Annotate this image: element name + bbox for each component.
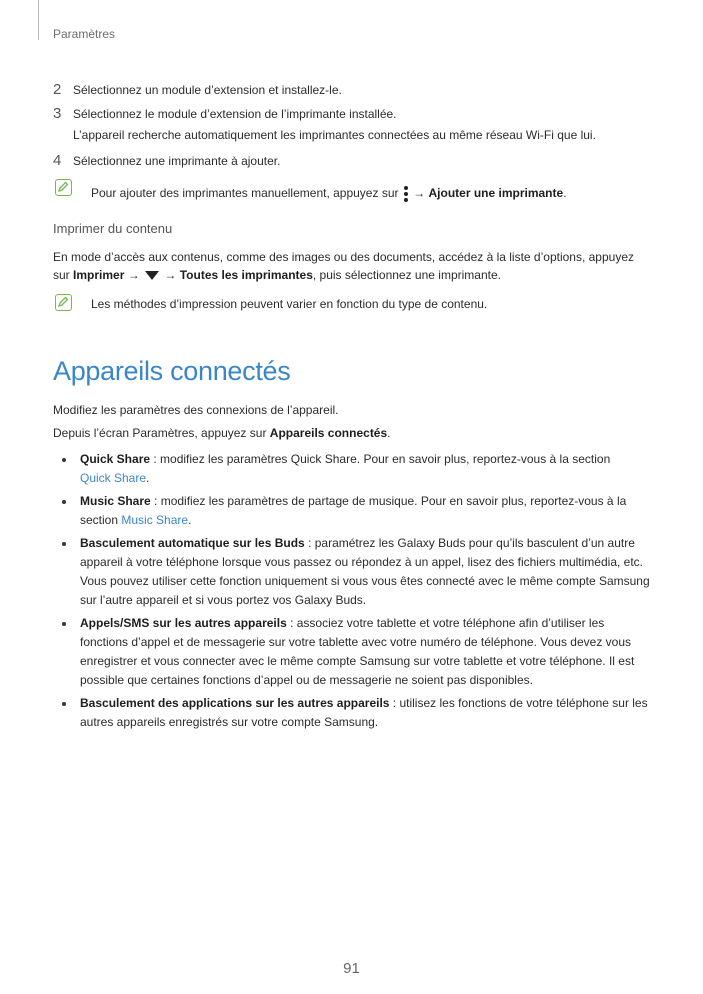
arrow: →: [409, 186, 429, 200]
step-number: 4: [53, 152, 62, 169]
item-text: : associez votre tablette et votre téléphone afin d’utiliser les fonctions d’appel et de messagerie sur votre tablette avec votre numéro de téléphone. Vous devez vous enregistrer et vous connecter avec le même compte Samsung sur votre tablette et votre téléphone. Il est possible que certaines fonctions d’appel ou de messagerie ne soient pas disponibles.: [80, 616, 635, 687]
para-text: Depuis l’écran Paramètres, appuyez sur: [53, 426, 270, 440]
arrow: →: [124, 268, 144, 282]
print-content-paragraph: [53, 248, 653, 284]
dropdown-arrow-icon: [145, 271, 159, 280]
para-text: , puis sélectionnez une imprimante.: [312, 268, 501, 282]
note-icon: [55, 179, 72, 196]
list-item: [53, 694, 653, 732]
bullet: [62, 702, 66, 706]
step-2: [53, 80, 342, 100]
item-end: .: [146, 471, 150, 485]
item-title: Basculement des applications sur les autres appareils: [80, 696, 390, 710]
intro-text: Modifiez les paramètres des connexions de l’appareil.: [53, 403, 339, 417]
note-icon: [55, 294, 72, 311]
step-text: Sélectionnez un module d’extension et installez-le.: [73, 83, 342, 97]
step-text: Sélectionnez le module d’extension de l’imprimante installée.: [73, 107, 397, 121]
list-item: [53, 534, 653, 610]
item-text: : modifiez les paramètres Quick Share. Pour en savoir plus, reportez-vous à la section: [150, 452, 611, 466]
note-add-printer: [91, 183, 567, 204]
subheading-print-content: Imprimer du contenu: [53, 221, 173, 236]
step-3-detail: L’appareil recherche automatiquement les imprimantes connectées au même réseau Wi-Fi que lui.: [73, 128, 596, 142]
quick-share-link[interactable]: Quick Share: [80, 471, 147, 485]
options-list: [53, 450, 653, 736]
all-printers-label: Toutes les imprimantes: [179, 268, 313, 282]
bullet: [62, 542, 66, 546]
item-title: Appels/SMS sur les autres appareils: [80, 616, 287, 630]
item-title: Quick Share: [80, 452, 151, 466]
item-end: .: [188, 513, 192, 527]
bullet: [62, 622, 66, 626]
settings-path: [53, 424, 653, 442]
print-label: Imprimer: [73, 268, 125, 282]
connected-devices-label: Appareils connectés: [269, 426, 388, 440]
para-text: En mode d’accès aux contenus, comme des images ou des documents, accédez à la liste d’options, appuyez: [53, 250, 634, 264]
step-number: 3: [53, 105, 62, 122]
step-number: 2: [53, 81, 62, 98]
music-share-link[interactable]: Music Share: [121, 513, 189, 527]
item-text: : modifiez les paramètres de partage de musique. Pour en savoir plus, reportez-vous à la section: [80, 494, 627, 527]
step-text: Sélectionnez une imprimante à ajouter.: [73, 154, 281, 168]
list-item: [53, 614, 653, 690]
bullet: [62, 500, 66, 504]
item-text: : paramétrez les Galaxy Buds pour qu’ils basculent d’un autre appareil à votre téléphone lorsque vous passez ou répondez à un appel, lisez des fichiers multimédia, etc. Vous pouvez utiliser cette fonction uniquement si vous vous êtes connecté avec le même compte Samsung sur l’autre appareil et si vous portez vos Galaxy Buds.: [80, 536, 650, 607]
page-number: 91: [343, 960, 360, 977]
section-header: Paramètres: [53, 27, 116, 41]
para-text: .: [387, 426, 391, 440]
item-text: : utilisez les fonctions de votre téléphone sur les autres appareils enregistrés sur votre compte Samsung.: [80, 696, 648, 729]
arrow: →: [161, 268, 180, 282]
note-end: .: [563, 186, 567, 200]
note-text: Pour ajouter des imprimantes manuellement, appuyez sur: [91, 186, 402, 200]
step-4: [53, 151, 280, 171]
list-item: [53, 492, 653, 530]
note-print-methods: Les méthodes d’impression peuvent varier en fonction du type de contenu.: [91, 297, 488, 311]
bullet: [62, 458, 66, 462]
list-item: [53, 450, 653, 488]
para-text: sur: [53, 268, 74, 282]
page-title: Appareils connectés: [53, 356, 291, 386]
header-divider: [38, 0, 39, 40]
add-printer-label: Ajouter une imprimante: [428, 186, 564, 200]
more-options-icon: [402, 184, 410, 204]
step-3: [53, 104, 397, 124]
item-title: Basculement automatique sur les Buds: [80, 536, 305, 550]
item-title: Music Share: [80, 494, 151, 508]
